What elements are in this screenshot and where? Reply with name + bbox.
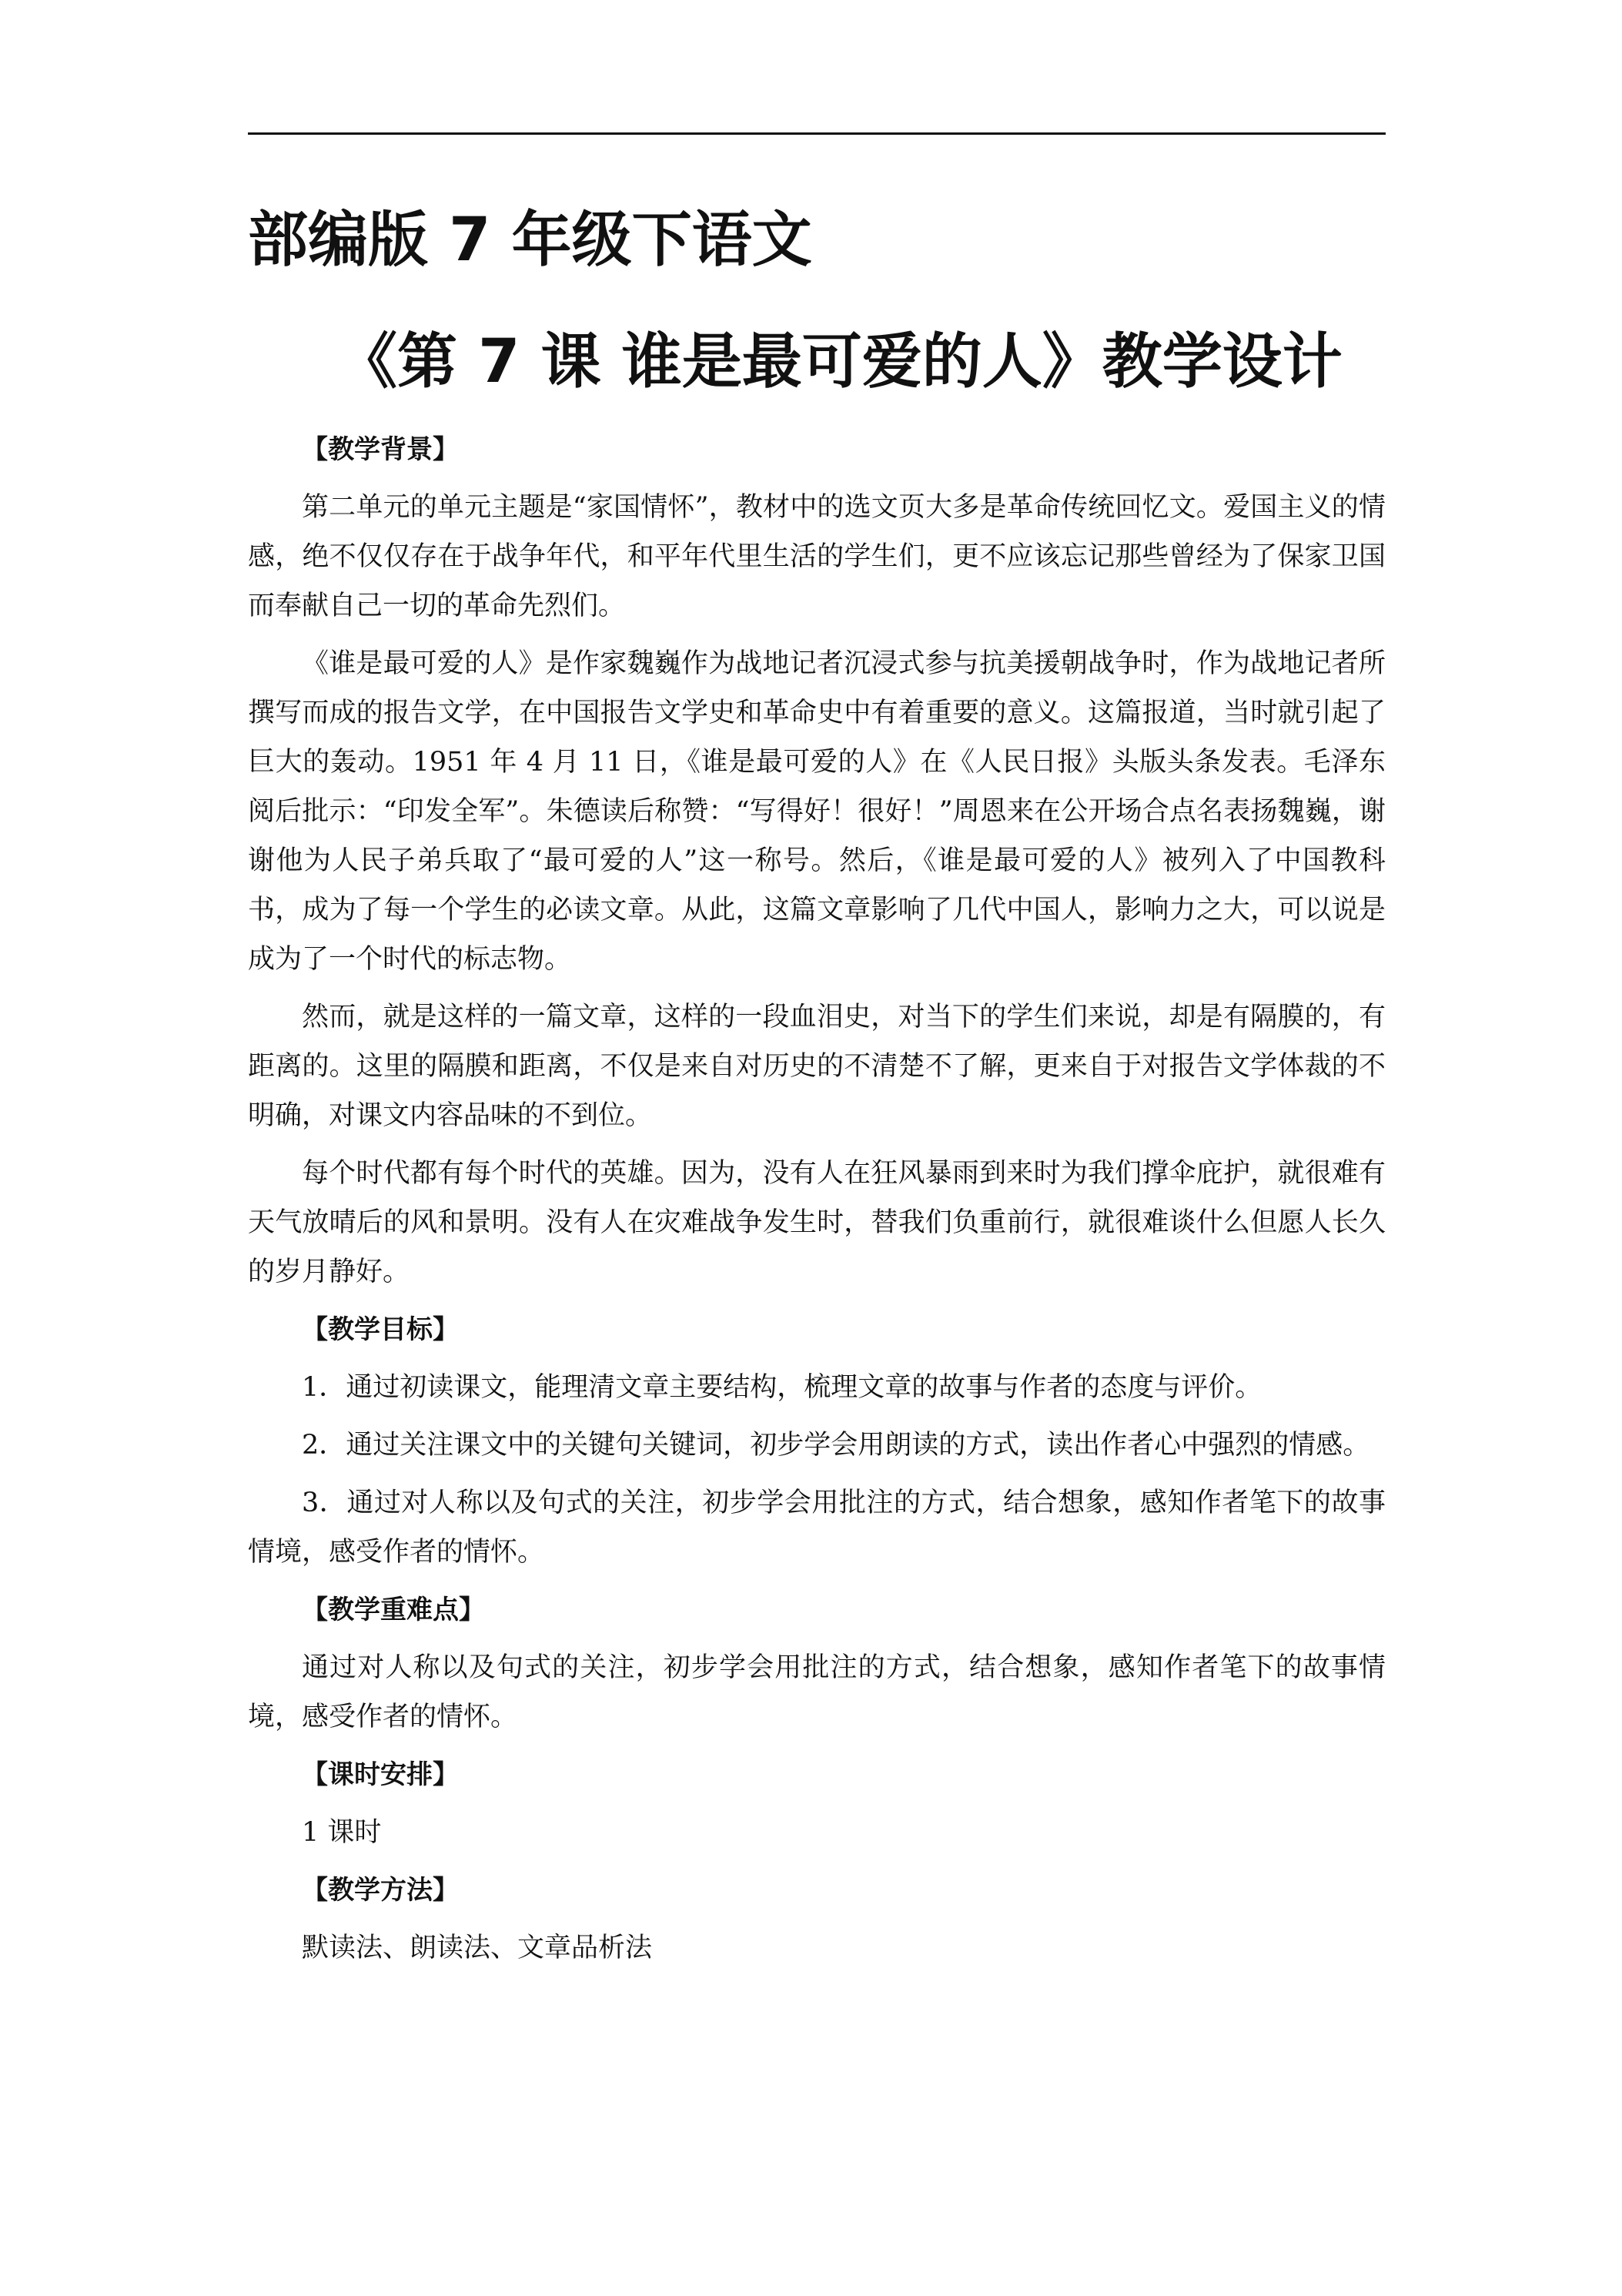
- background-paragraph-3: 然而，就是这样的一篇文章，这样的一段血泪史，对当下的学生们来说，却是有隔膜的，有距离的。这里的隔膜和距离，不仅是来自对历史的不清楚不了解，更来自于对报告文学体裁的不明确，对课文内容品味的不到位。: [248, 1002, 1386, 1131]
- section-heading-goals: 【教学目标】: [302, 1314, 459, 1345]
- document-title-line-1: 部编版 7 年级下语文: [248, 206, 812, 275]
- document-body: [248, 425, 1386, 1981]
- background-paragraph-1: 第二单元的单元主题是“家国情怀”，教材中的选文页大多是革命传统回忆文。爱国主义的情感，绝不仅仅存在于战争年代，和平年代里生活的学生们，更不应该忘记那些曾经为了保家卫国而奉献自己一切的革命先烈们。: [248, 492, 1386, 621]
- header-rule: [248, 132, 1386, 135]
- background-paragraph-2: 《谁是最可爱的人》是作家魏巍作为战地记者沉浸式参与抗美援朝战争时，作为战地记者所撰写而成的报告文学，在中国报告文学史和革命史中有着重要的意义。这篇报道，当时就引起了巨大的轰动。1951 年 4 月 11 日，《谁是最可爱的人》在《人民日报》头版头条发表。毛泽东阅后批示：“印发全军”。朱德读后称赞：“写得好！很好！”周恩来在公开场合点名表扬魏巍，谢谢他为人民子弟兵取了“最可爱的人”这一称号。然后，《谁是最可爱的人》被列入了中国教科书，成为了每一个学生的必读文章。从此，这篇文章影响了几代中国人，影响力之大，可以说是成为了一个时代的标志物。: [248, 648, 1386, 975]
- key-points-paragraph: 通过对人称以及句式的关注，初步学会用批注的方式，结合想象，感知作者笔下的故事情境，感受作者的情怀。: [248, 1652, 1386, 1732]
- schedule-value: 1 课时: [302, 1817, 382, 1848]
- section-heading-key-points: 【教学重难点】: [302, 1595, 485, 1625]
- goal-item-1: 1．通过初读课文，能理清文章主要结构，梳理文章的故事与作者的态度与评价。: [302, 1372, 1262, 1403]
- goal-item-2: 2．通过关注课文中的关键句关键词，初步学会用朗读的方式，读出作者心中强烈的情感。: [302, 1430, 1370, 1461]
- section-heading-schedule: 【课时安排】: [302, 1759, 459, 1790]
- section-heading-methods: 【教学方法】: [302, 1875, 459, 1906]
- document-title-line-2: 《第 7 课 谁是最可爱的人》教学设计: [337, 327, 1343, 397]
- background-paragraph-4: 每个时代都有每个时代的英雄。因为，没有人在狂风暴雨到来时为我们撑伞庇护，就很难有天气放晴后的风和景明。没有人在灾难战争发生时，替我们负重前行，就很难谈什么但愿人长久的岁月静好。: [248, 1158, 1386, 1287]
- methods-value: 默读法、朗读法、文章品析法: [302, 1933, 653, 1963]
- section-heading-background: 【教学背景】: [302, 434, 459, 465]
- goal-item-3: 3．通过对人称以及句式的关注，初步学会用批注的方式，结合想象，感知作者笔下的故事情境，感受作者的情怀。: [248, 1488, 1386, 1568]
